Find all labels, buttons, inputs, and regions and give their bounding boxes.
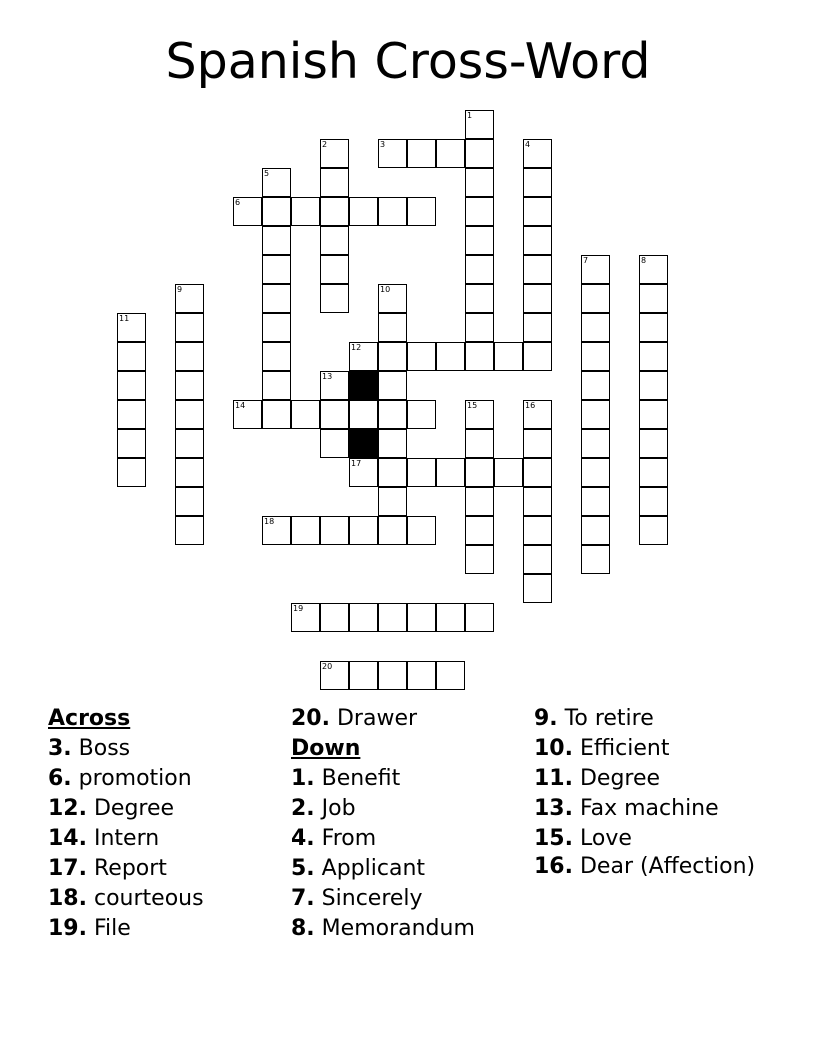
- grid-cell[interactable]: [523, 458, 552, 487]
- grid-cell[interactable]: [349, 342, 378, 371]
- grid-cell[interactable]: [523, 487, 552, 516]
- grid-cell[interactable]: [378, 458, 407, 487]
- grid-cell[interactable]: [407, 458, 436, 487]
- grid-cell[interactable]: [262, 168, 291, 197]
- clue-across-12[interactable]: 12. Degree: [48, 796, 175, 821]
- grid-cell[interactable]: [320, 661, 349, 690]
- grid-cell[interactable]: [291, 603, 320, 632]
- grid-cell[interactable]: [465, 197, 494, 226]
- grid-cell[interactable]: [465, 545, 494, 574]
- grid-cell[interactable]: [494, 458, 523, 487]
- cell-number: 18: [264, 517, 275, 526]
- cell-number: 5: [264, 169, 270, 178]
- grid-cell[interactable]: [320, 255, 349, 284]
- clue-column-3: [534, 704, 764, 880]
- grid-cell[interactable]: [465, 487, 494, 516]
- grid-cell[interactable]: [465, 255, 494, 284]
- grid-cell[interactable]: [117, 313, 146, 342]
- grid-cell[interactable]: [407, 342, 436, 371]
- grid-cell[interactable]: [378, 342, 407, 371]
- grid-cell[interactable]: [320, 197, 349, 226]
- cell-number: 6: [235, 198, 241, 207]
- grid-cell[interactable]: [523, 139, 552, 168]
- clue-down-2[interactable]: 2. Job: [291, 796, 356, 821]
- grid-cell[interactable]: [436, 661, 465, 690]
- cell-number: 7: [583, 256, 589, 265]
- grid-cell[interactable]: [349, 197, 378, 226]
- clue-down-4[interactable]: 4. From: [291, 826, 377, 851]
- grid-cell[interactable]: [523, 226, 552, 255]
- grid-cell[interactable]: [262, 371, 291, 400]
- grid-cell[interactable]: [494, 342, 523, 371]
- grid-cell[interactable]: [233, 400, 262, 429]
- grid-cell[interactable]: [175, 516, 204, 545]
- grid-cell[interactable]: [378, 429, 407, 458]
- grid-cell[interactable]: [320, 284, 349, 313]
- grid-cell[interactable]: [378, 284, 407, 313]
- grid-cell[interactable]: [523, 313, 552, 342]
- cell-number: 12: [351, 343, 362, 352]
- clue-column-2: [291, 704, 475, 944]
- grid-cell[interactable]: [465, 168, 494, 197]
- across-heading: Across: [48, 706, 131, 731]
- grid-cell[interactable]: [639, 284, 668, 313]
- grid-cell[interactable]: [523, 255, 552, 284]
- clue-across-6[interactable]: 6. promotion: [48, 766, 192, 791]
- clue-across-14[interactable]: 14. Intern: [48, 826, 160, 851]
- grid-cell[interactable]: [117, 458, 146, 487]
- grid-cell[interactable]: [465, 516, 494, 545]
- grid-cell[interactable]: [407, 400, 436, 429]
- grid-cell[interactable]: [175, 400, 204, 429]
- page-title: Spanish Cross-Word: [165, 33, 651, 90]
- grid-cell[interactable]: [581, 516, 610, 545]
- grid-cell[interactable]: [320, 139, 349, 168]
- grid-cell[interactable]: [581, 429, 610, 458]
- grid-cell[interactable]: [465, 603, 494, 632]
- grid-cell[interactable]: [175, 487, 204, 516]
- grid-cell[interactable]: [378, 139, 407, 168]
- grid-cell[interactable]: [349, 400, 378, 429]
- clue-across-17[interactable]: 17. Report: [48, 856, 167, 881]
- grid-cell[interactable]: [407, 516, 436, 545]
- cell-number: 10: [380, 285, 391, 294]
- grid-cell[interactable]: [349, 458, 378, 487]
- grid-cell[interactable]: [581, 487, 610, 516]
- clue-across-20[interactable]: 20. Drawer: [291, 706, 418, 731]
- grid-cell[interactable]: [581, 400, 610, 429]
- grid-cell[interactable]: [465, 313, 494, 342]
- grid-cell[interactable]: [349, 516, 378, 545]
- cell-number: 11: [119, 314, 130, 323]
- grid-cell[interactable]: [291, 400, 320, 429]
- clue-across-18[interactable]: 18. courteous: [48, 886, 204, 911]
- grid-cell[interactable]: [639, 400, 668, 429]
- grid-block-cell: [349, 429, 378, 458]
- clue-down-11[interactable]: 11. Degree: [534, 766, 661, 791]
- grid-cell[interactable]: [175, 458, 204, 487]
- cell-number: 8: [641, 256, 647, 265]
- grid-cell[interactable]: [175, 313, 204, 342]
- grid-cell[interactable]: [349, 603, 378, 632]
- grid-cell[interactable]: [378, 603, 407, 632]
- cell-number: 16: [525, 401, 536, 410]
- cell-number: 15: [467, 401, 478, 410]
- down-heading: Down: [291, 736, 361, 761]
- grid-cell[interactable]: [465, 284, 494, 313]
- grid-cell[interactable]: [117, 342, 146, 371]
- grid-cell[interactable]: [465, 400, 494, 429]
- clue-down-16[interactable]: 16. Dear (Affection): [534, 854, 756, 879]
- cell-number: 3: [380, 140, 386, 149]
- grid-cell[interactable]: [320, 226, 349, 255]
- grid-cell[interactable]: [262, 516, 291, 545]
- grid-cell[interactable]: [639, 458, 668, 487]
- grid-cell[interactable]: [262, 284, 291, 313]
- grid-cell[interactable]: [407, 661, 436, 690]
- clue-column-1: [48, 704, 204, 944]
- grid-cell[interactable]: [378, 400, 407, 429]
- grid-cell[interactable]: [262, 313, 291, 342]
- grid-cell[interactable]: [639, 516, 668, 545]
- grid-cell[interactable]: [378, 516, 407, 545]
- grid-cell[interactable]: [262, 197, 291, 226]
- cell-number: 20: [322, 662, 333, 671]
- clue-down-9[interactable]: 9. To retire: [534, 706, 654, 731]
- clue-across-19[interactable]: 19. File: [48, 916, 131, 941]
- grid-cell[interactable]: [378, 197, 407, 226]
- cell-number: 13: [322, 372, 333, 381]
- grid-cell[interactable]: [639, 255, 668, 284]
- grid-cell[interactable]: [407, 603, 436, 632]
- grid-cell[interactable]: [465, 458, 494, 487]
- grid-cell[interactable]: [436, 458, 465, 487]
- grid-block-cell: [349, 371, 378, 400]
- cell-number: 19: [293, 604, 304, 613]
- grid-cell[interactable]: [117, 400, 146, 429]
- grid-cell[interactable]: [523, 197, 552, 226]
- grid-cell[interactable]: [117, 429, 146, 458]
- cell-number: 2: [322, 140, 328, 149]
- grid-cell[interactable]: [523, 400, 552, 429]
- grid-cell[interactable]: [320, 400, 349, 429]
- cell-number: 17: [351, 459, 362, 468]
- grid-cell[interactable]: [523, 429, 552, 458]
- grid-cell[interactable]: [407, 197, 436, 226]
- grid-cell[interactable]: [465, 342, 494, 371]
- grid-cell[interactable]: [262, 226, 291, 255]
- grid-cell[interactable]: [639, 429, 668, 458]
- clue-across-3[interactable]: 3. Boss: [48, 736, 131, 761]
- grid-cell[interactable]: [639, 342, 668, 371]
- grid-cell[interactable]: [523, 545, 552, 574]
- grid-cell[interactable]: [378, 313, 407, 342]
- grid-cell[interactable]: [175, 371, 204, 400]
- grid-cell[interactable]: [523, 342, 552, 371]
- grid-cell[interactable]: [581, 458, 610, 487]
- grid-cell[interactable]: [523, 516, 552, 545]
- grid-cell[interactable]: [378, 661, 407, 690]
- grid-cell[interactable]: [436, 603, 465, 632]
- grid-cell[interactable]: [523, 574, 552, 603]
- grid-cell[interactable]: [465, 139, 494, 168]
- grid-cell[interactable]: [639, 371, 668, 400]
- grid-cell[interactable]: [378, 487, 407, 516]
- cell-number: 9: [177, 285, 183, 294]
- clue-down-1[interactable]: 1. Benefit: [291, 766, 401, 791]
- clue-down-7[interactable]: 7. Sincerely: [291, 886, 423, 911]
- cell-number: 4: [525, 140, 531, 149]
- grid-cell[interactable]: [291, 197, 320, 226]
- grid-cell[interactable]: [639, 487, 668, 516]
- cell-number: 1: [467, 111, 473, 120]
- grid-cell[interactable]: [378, 371, 407, 400]
- grid-cell[interactable]: [291, 516, 320, 545]
- grid-cell[interactable]: [175, 429, 204, 458]
- grid-cell[interactable]: [117, 371, 146, 400]
- grid-cell[interactable]: [320, 168, 349, 197]
- cell-number: 14: [235, 401, 246, 410]
- grid-cell[interactable]: [436, 139, 465, 168]
- grid-cell[interactable]: [465, 110, 494, 139]
- grid-cell[interactable]: [320, 371, 349, 400]
- grid-cell[interactable]: [581, 342, 610, 371]
- clue-down-10[interactable]: 10. Efficient: [534, 736, 670, 761]
- grid-cell[interactable]: [320, 603, 349, 632]
- grid-cell[interactable]: [407, 139, 436, 168]
- grid-cell[interactable]: [581, 371, 610, 400]
- grid-cell[interactable]: [523, 168, 552, 197]
- grid-cell[interactable]: [581, 255, 610, 284]
- grid-cell[interactable]: [639, 313, 668, 342]
- grid-cell[interactable]: [581, 313, 610, 342]
- clue-down-8[interactable]: 8. Memorandum: [291, 916, 475, 941]
- grid-cell[interactable]: [175, 342, 204, 371]
- grid-cell[interactable]: [465, 226, 494, 255]
- grid-cell[interactable]: [175, 284, 204, 313]
- clue-down-15[interactable]: 15. Love: [534, 826, 632, 851]
- grid-cell[interactable]: [349, 661, 378, 690]
- grid-cell[interactable]: [465, 429, 494, 458]
- grid-cell[interactable]: [320, 516, 349, 545]
- clue-down-13[interactable]: 13. Fax machine: [534, 796, 719, 821]
- grid-cell[interactable]: [436, 342, 465, 371]
- grid-cell[interactable]: [581, 545, 610, 574]
- grid-cell[interactable]: [262, 342, 291, 371]
- grid-cell[interactable]: [320, 429, 349, 458]
- grid-cell[interactable]: [233, 197, 262, 226]
- grid-cell[interactable]: [262, 255, 291, 284]
- grid-cell[interactable]: [581, 284, 610, 313]
- grid-cell[interactable]: [523, 284, 552, 313]
- grid-cell[interactable]: [262, 400, 291, 429]
- clue-down-5[interactable]: 5. Applicant: [291, 856, 426, 881]
